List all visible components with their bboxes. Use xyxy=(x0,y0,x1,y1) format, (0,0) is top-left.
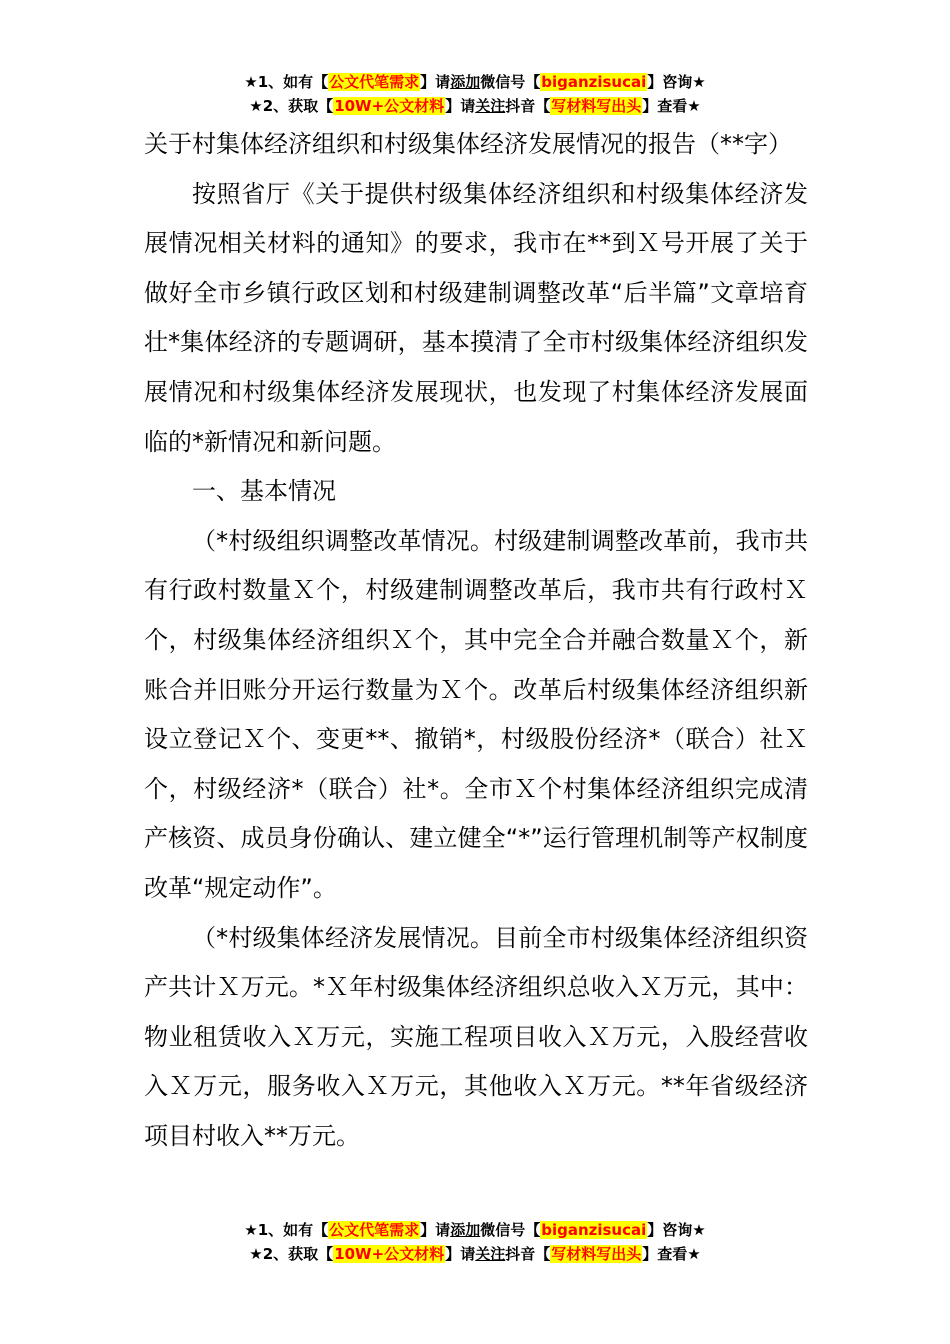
highlight-text: biganzisucai xyxy=(541,73,647,91)
highlight-text: biganzisucai xyxy=(541,1221,647,1239)
banner-text: 】咨询★ xyxy=(647,1221,706,1239)
banner-text: 】咨询★ xyxy=(647,73,706,91)
banner-line-2 xyxy=(0,1242,950,1266)
highlight-text: 10W+公文材料 xyxy=(334,1245,445,1263)
underlined-text: 关注 xyxy=(475,1245,506,1263)
banner-text: ★1、如有【 xyxy=(244,73,329,91)
underlined-text: 添加 xyxy=(450,1221,481,1239)
banner-text: 】查看★ xyxy=(642,1245,701,1263)
underlined-text: 添加 xyxy=(450,73,481,91)
banner-text: 】请 xyxy=(445,97,476,115)
highlight-text: 公文代笔需求 xyxy=(329,73,420,91)
footer-banner xyxy=(0,1218,950,1266)
banner-line-1 xyxy=(0,70,950,94)
underlined-text: 关注 xyxy=(475,97,506,115)
banner-text: 】查看★ xyxy=(642,97,701,115)
section-heading: 一、基本情况 xyxy=(192,477,336,506)
highlight-text: 公文代笔需求 xyxy=(329,1221,420,1239)
document-body xyxy=(144,120,808,1161)
banner-text: 抖音【 xyxy=(505,97,551,115)
banner-line-2 xyxy=(0,94,950,118)
banner-text: ★2、获取【 xyxy=(249,1245,334,1263)
banner-text: 】请 xyxy=(420,73,451,91)
body-paragraph: （*村级集体经济发展情况。目前全市村级集体经济组织资产共计Ｘ万元。*Ｘ年村级集体经济组织总收入Ｘ万元，其中：物业租赁收入Ｘ万元，实施工程项目收入Ｘ万元，入股经营收入Ｘ万元，服务收入Ｘ万元，其他收入Ｘ万元。**年省级经济项目村收入**万元。 xyxy=(144,923,808,1150)
highlight-text: 写材料写出头 xyxy=(551,97,642,115)
banner-text: 微信号【 xyxy=(480,1221,541,1239)
banner-line-1 xyxy=(0,1218,950,1242)
banner-text: 】请 xyxy=(420,1221,451,1239)
body-paragraph: （*村级组织调整改革情况。村级建制调整改革前，我市共有行政村数量Ｘ个，村级建制调整改革后，我市共有行政村Ｘ个，村级集体经济组织Ｘ个，其中完全合并融合数量Ｘ个，新账合并旧账分开运行数量为Ｘ个。改革后村级集体经济组织新设立登记Ｘ个、变更**、撤销*，村级股份经济*（联合）社Ｘ个，村级经济*（联合）社*。全市Ｘ个村集体经济组织完成清产核资、成员身份确认、建立健全“*”运行管理机制等产权制度改革“规定动作”。 xyxy=(144,526,808,902)
header-banner xyxy=(0,70,950,118)
intro-paragraph: 按照省厅《关于提供村级集体经济组织和村级集体经济发展情况相关材料的通知》的要求，我市在**到Ｘ号开展了关于做好全市乡镇行政区划和村级建制调整改革“后半篇”文章培育壮*集体经济的专题调研，基本摸清了全市村级集体经济组织发展情况和村级集体经济发展现状，也发现了村集体经济发展面临的*新情况和新问题。 xyxy=(144,179,808,456)
highlight-text: 10W+公文材料 xyxy=(334,97,445,115)
banner-text: ★1、如有【 xyxy=(244,1221,329,1239)
banner-text: ★2、获取【 xyxy=(249,97,334,115)
banner-text: 】请 xyxy=(445,1245,476,1263)
document-title: 关于村集体经济组织和村级集体经济发展情况的报告（**字） xyxy=(144,130,792,158)
banner-text: 抖音【 xyxy=(505,1245,551,1263)
banner-text: 微信号【 xyxy=(480,73,541,91)
highlight-text: 写材料写出头 xyxy=(551,1245,642,1263)
